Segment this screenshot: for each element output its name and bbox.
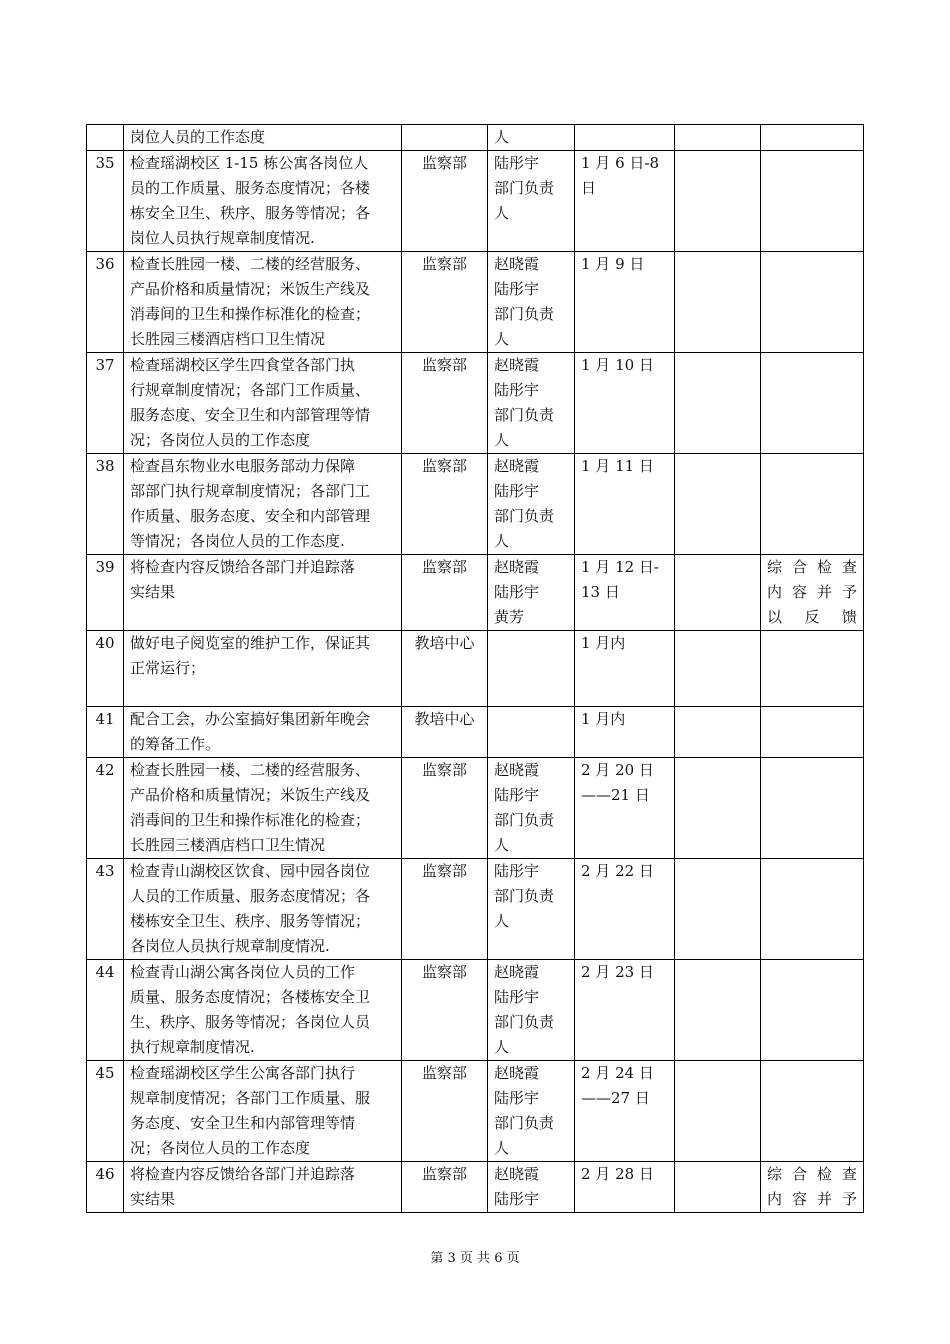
date-cell	[575, 454, 675, 555]
responsible-person-cell	[488, 859, 575, 960]
row-number: 35	[87, 151, 124, 252]
person-line: 赵晓霞	[494, 1064, 540, 1082]
person-line: 部门负责	[494, 406, 555, 424]
content-line: 检查瑶湖校区学生公寓各部门执行	[130, 1064, 356, 1082]
empty-cell	[675, 252, 761, 353]
note-cell	[761, 252, 864, 353]
table-row	[87, 859, 864, 960]
content-line: 生、秩序、服务等情况；各岗位人员	[130, 1013, 371, 1031]
content-line: 规章制度情况；各部门工作质量、服	[130, 1089, 371, 1107]
content-line: 长胜园三楼酒店档口卫生情况	[130, 330, 326, 348]
note-cell	[761, 758, 864, 859]
date-cell	[575, 758, 675, 859]
empty-cell	[675, 125, 761, 151]
empty-cell	[675, 454, 761, 555]
date-line: 2 月 22 日	[581, 862, 654, 880]
content-line: 检查长胜园一楼、二楼的经营服务、	[130, 255, 371, 273]
date-cell	[575, 707, 675, 758]
responsible-person-cell	[488, 960, 575, 1061]
person-line: 赵晓霞	[494, 558, 540, 576]
note-cell	[761, 151, 864, 252]
empty-cell	[675, 859, 761, 960]
date-cell	[575, 125, 675, 151]
person-line: 部门负责	[494, 507, 555, 525]
department-cell: 教培中心	[402, 631, 488, 707]
table-row	[87, 1061, 864, 1162]
table-row	[87, 555, 864, 631]
person-line: 陆彤宇	[494, 381, 540, 399]
table-row	[87, 454, 864, 555]
person-line: 赵晓霞	[494, 255, 540, 273]
person-line: 陆彤宇	[494, 154, 540, 172]
date-cell	[575, 252, 675, 353]
task-content-cell	[124, 252, 402, 353]
content-line: 配合工会，办公室搞好集团新年晚会	[130, 710, 371, 728]
table-row	[87, 1162, 864, 1213]
responsible-person-cell	[488, 1061, 575, 1162]
responsible-person-cell	[488, 151, 575, 252]
row-number: 43	[87, 859, 124, 960]
row-number: 36	[87, 252, 124, 353]
schedule-table	[86, 124, 864, 1213]
empty-cell	[675, 631, 761, 707]
person-line: 人	[494, 912, 510, 930]
department-cell: 监察部	[402, 151, 488, 252]
person-line: 陆彤宇	[494, 1190, 540, 1208]
task-content-cell	[124, 555, 402, 631]
note-cell	[761, 125, 864, 151]
empty-cell	[675, 758, 761, 859]
content-line: 消毒间的卫生和操作标准化的检查；	[130, 305, 371, 323]
task-content-cell	[124, 960, 402, 1061]
date-cell	[575, 1162, 675, 1213]
person-line: 人	[494, 330, 510, 348]
note-cell	[761, 1061, 864, 1162]
content-line: 将检查内容反馈给各部门并追踪落	[130, 558, 356, 576]
person-line: 人	[494, 431, 510, 449]
department-cell: 教培中心	[402, 707, 488, 758]
content-line: 执行规章制度情况.	[130, 1038, 255, 1056]
date-cell	[575, 859, 675, 960]
content-line: 部部门执行规章制度情况；各部门工	[130, 482, 371, 500]
date-line: 1 月 10 日	[581, 356, 654, 374]
content-line: 各岗位人员执行规章制度情况.	[130, 937, 330, 955]
content-line: 楼栋安全卫生、秩序、服务等情况；	[130, 912, 371, 930]
empty-cell	[675, 1162, 761, 1213]
person-line: 人	[494, 1139, 510, 1157]
content-line: 人员的工作质量、服务态度情况；各	[130, 887, 371, 905]
task-content-cell	[124, 1061, 402, 1162]
task-content-cell	[124, 707, 402, 758]
row-number: 45	[87, 1061, 124, 1162]
note-cell	[761, 555, 864, 631]
date-line: 13 日	[581, 583, 620, 601]
date-cell	[575, 555, 675, 631]
empty-cell	[675, 1061, 761, 1162]
note-line: 综合检查	[767, 558, 857, 576]
date-line: 1 月内	[581, 634, 626, 652]
page-footer: 第 3 页 共 6 页	[430, 1251, 520, 1266]
content-line: 检查青山湖校区饮食、园中园各岗位	[130, 862, 371, 880]
note-cell	[761, 353, 864, 454]
task-content-cell	[124, 631, 402, 707]
table-row	[87, 353, 864, 454]
content-line: 岗位人员的工作态度	[130, 128, 266, 146]
content-line: 况；各岗位人员的工作态度	[130, 1139, 311, 1157]
person-line: 部门负责	[494, 811, 555, 829]
responsible-person-cell	[488, 555, 575, 631]
note-cell	[761, 960, 864, 1061]
table-row	[87, 758, 864, 859]
responsible-person-cell	[488, 707, 575, 758]
table-row	[87, 125, 864, 151]
content-line: 产品价格和质量情况；米饭生产线及	[130, 786, 371, 804]
row-number: 44	[87, 960, 124, 1061]
note-cell	[761, 631, 864, 707]
task-content-cell	[124, 125, 402, 151]
task-content-cell	[124, 151, 402, 252]
date-line: 2 月 28 日	[581, 1165, 654, 1183]
table-row	[87, 631, 864, 707]
person-line: 赵晓霞	[494, 761, 540, 779]
row-number: 38	[87, 454, 124, 555]
content-line: 做好电子阅览室的维护工作，保证其	[130, 634, 371, 652]
date-line: 1 月 6 日-8	[581, 154, 660, 172]
person-line: 赵晓霞	[494, 457, 540, 475]
date-line: 1 月内	[581, 710, 626, 728]
table-body	[87, 125, 864, 1213]
content-line: 将检查内容反馈给各部门并追踪落	[130, 1165, 356, 1183]
department-cell: 监察部	[402, 1162, 488, 1213]
content-line: 长胜园三楼酒店档口卫生情况	[130, 836, 326, 854]
person-line: 赵晓霞	[494, 963, 540, 981]
content-line: 况；各岗位人员的工作态度	[130, 431, 311, 449]
note-line: 综合检查	[767, 1165, 857, 1183]
date-cell	[575, 353, 675, 454]
empty-cell	[675, 353, 761, 454]
responsible-person-cell	[488, 758, 575, 859]
person-line: 人	[494, 532, 510, 550]
content-line: 检查长胜园一楼、二楼的经营服务、	[130, 761, 371, 779]
person-line: 人	[494, 128, 510, 146]
person-line: 部门负责	[494, 1013, 555, 1031]
row-number: 41	[87, 707, 124, 758]
department-cell: 监察部	[402, 454, 488, 555]
content-line: 作质量、服务态度、安全和内部管理	[130, 507, 371, 525]
person-line: 陆彤宇	[494, 280, 540, 298]
responsible-person-cell	[488, 1162, 575, 1213]
date-line: 1 月 9 日	[581, 255, 645, 273]
department-cell: 监察部	[402, 252, 488, 353]
content-line: 检查瑶湖校区 1-15 栋公寓各岗位人	[130, 154, 369, 172]
note-line: 内容并予	[767, 1190, 857, 1208]
content-line: 消毒间的卫生和操作标准化的检查；	[130, 811, 371, 829]
empty-cell	[675, 151, 761, 252]
person-line: 赵晓霞	[494, 356, 540, 374]
person-line: 赵晓霞	[494, 1165, 540, 1183]
table-row	[87, 960, 864, 1061]
content-line: 岗位人员执行规章制度情况.	[130, 229, 315, 247]
date-line: 2 月 23 日	[581, 963, 654, 981]
person-line: 人	[494, 204, 510, 222]
note-line: 以反馈	[767, 608, 857, 626]
content-line: 实结果	[130, 1190, 176, 1208]
date-cell	[575, 1061, 675, 1162]
content-line: 质量、服务态度情况；各楼栋安全卫	[130, 988, 371, 1006]
empty-cell	[675, 555, 761, 631]
department-cell: 监察部	[402, 353, 488, 454]
person-line: 陆彤宇	[494, 583, 540, 601]
content-line: 行规章制度情况；各部门工作质量、	[130, 381, 371, 399]
person-line: 部门负责	[494, 305, 555, 323]
date-line: ——27 日	[581, 1089, 650, 1107]
row-number: 42	[87, 758, 124, 859]
person-line: 陆彤宇	[494, 1089, 540, 1107]
content-line: 实结果	[130, 583, 176, 601]
row-number: 37	[87, 353, 124, 454]
content-line: 检查青山湖公寓各岗位人员的工作	[130, 963, 356, 981]
responsible-person-cell	[488, 125, 575, 151]
content-line: 正常运行；	[130, 659, 206, 677]
task-content-cell	[124, 758, 402, 859]
department-cell: 监察部	[402, 1061, 488, 1162]
table-row	[87, 151, 864, 252]
date-cell	[575, 960, 675, 1061]
task-content-cell	[124, 859, 402, 960]
content-line: 栋安全卫生、秩序、服务等情况；各	[130, 204, 371, 222]
content-line: 的筹备工作。	[130, 735, 221, 753]
row-number	[87, 125, 124, 151]
note-cell	[761, 859, 864, 960]
content-line: 检查瑶湖校区学生四食堂各部门执	[130, 356, 356, 374]
row-number: 46	[87, 1162, 124, 1213]
person-line: 人	[494, 836, 510, 854]
person-line: 陆彤宇	[494, 482, 540, 500]
date-cell	[575, 631, 675, 707]
person-line: 陆彤宇	[494, 988, 540, 1006]
responsible-person-cell	[488, 353, 575, 454]
responsible-person-cell	[488, 631, 575, 707]
table-row	[87, 252, 864, 353]
date-line: 2 月 20 日	[581, 761, 654, 779]
note-cell	[761, 707, 864, 758]
date-line: 1 月 11 日	[581, 457, 654, 475]
person-line: 部门负责	[494, 887, 555, 905]
note-cell	[761, 454, 864, 555]
person-line: 部门负责	[494, 1114, 555, 1132]
task-content-cell	[124, 1162, 402, 1213]
date-line: 2 月 24 日	[581, 1064, 654, 1082]
empty-cell	[675, 960, 761, 1061]
row-number: 39	[87, 555, 124, 631]
department-cell	[402, 125, 488, 151]
date-line: ——21 日	[581, 786, 650, 804]
department-cell: 监察部	[402, 960, 488, 1061]
note-cell	[761, 1162, 864, 1213]
content-line: 等情况；各岗位人员的工作态度.	[130, 532, 345, 550]
person-line: 陆彤宇	[494, 786, 540, 804]
task-content-cell	[124, 353, 402, 454]
note-line: 内容并予	[767, 583, 857, 601]
department-cell: 监察部	[402, 555, 488, 631]
table-row	[87, 707, 864, 758]
date-line: 日	[581, 179, 597, 197]
content-line: 员的工作质量、服务态度情况；各楼	[130, 179, 371, 197]
content-line: 检查昌东物业水电服务部动力保障	[130, 457, 356, 475]
person-line: 陆彤宇	[494, 862, 540, 880]
person-line: 黄芳	[494, 608, 525, 626]
department-cell: 监察部	[402, 859, 488, 960]
task-content-cell	[124, 454, 402, 555]
content-line: 务态度、安全卫生和内部管理等情	[130, 1114, 356, 1132]
content-line: 产品价格和质量情况；米饭生产线及	[130, 280, 371, 298]
date-cell	[575, 151, 675, 252]
responsible-person-cell	[488, 454, 575, 555]
content-line: 服务态度、安全卫生和内部管理等情	[130, 406, 371, 424]
responsible-person-cell	[488, 252, 575, 353]
person-line: 人	[494, 1038, 510, 1056]
date-line: 1 月 12 日-	[581, 558, 660, 576]
row-number: 40	[87, 631, 124, 707]
person-line: 部门负责	[494, 179, 555, 197]
empty-cell	[675, 707, 761, 758]
department-cell: 监察部	[402, 758, 488, 859]
